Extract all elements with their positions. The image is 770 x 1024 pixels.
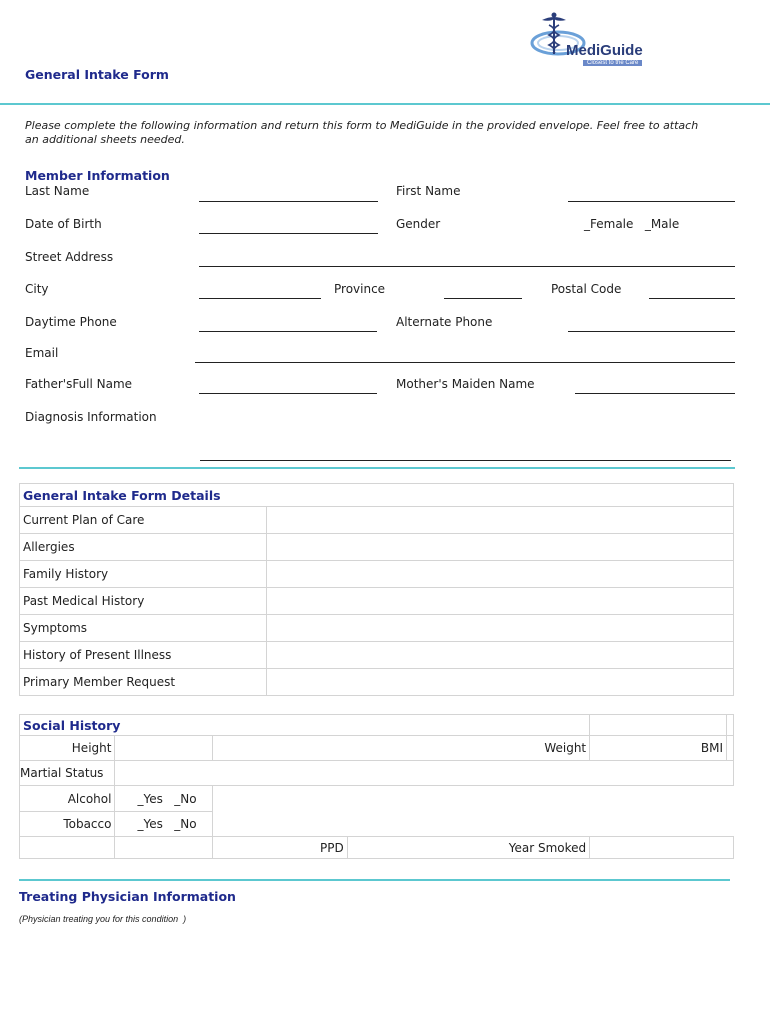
table-row: [20, 642, 734, 669]
bmi-input[interactable]: [727, 736, 734, 761]
table-row: [20, 669, 734, 696]
tobacco-yes[interactable]: _Yes: [137, 817, 163, 831]
marital-input[interactable]: [115, 761, 734, 786]
father-field[interactable]: [199, 393, 377, 394]
table-row: [20, 507, 734, 534]
street-label: Street Address: [25, 250, 114, 264]
row-input[interactable]: [267, 615, 734, 642]
row-label: Family History: [20, 561, 267, 588]
marital-label: Martial Status: [20, 761, 115, 786]
alt-phone-field[interactable]: [568, 331, 735, 332]
ppd-label: PPD: [212, 837, 347, 859]
table-row: [20, 534, 734, 561]
year-smoked-label: Year Smoked: [508, 840, 587, 855]
mediguide-logo: [528, 10, 653, 68]
table-row: [20, 588, 734, 615]
city-field[interactable]: [199, 298, 321, 299]
member-info-heading: Member Information: [25, 168, 170, 183]
gender-label: Gender: [396, 217, 441, 231]
mother-label: Mother's Maiden Name: [396, 377, 535, 391]
row-label: Past Medical History: [20, 588, 267, 615]
weight-label: Weight: [212, 736, 590, 761]
province-label: Province: [334, 282, 386, 296]
physician-heading: Treating Physician Information: [19, 889, 236, 904]
row-label: Current Plan of Care: [20, 507, 267, 534]
street-field[interactable]: [199, 266, 735, 267]
city-label: City: [25, 282, 49, 296]
table-row: [20, 615, 734, 642]
alcohol-no[interactable]: _No: [174, 791, 197, 806]
row-label: History of Present Illness: [20, 642, 267, 669]
table-row: [20, 561, 734, 588]
first-name-field[interactable]: [568, 201, 735, 202]
row-input[interactable]: [267, 561, 734, 588]
last-name-field[interactable]: [199, 201, 378, 202]
row-input[interactable]: [267, 669, 734, 696]
gender-options[interactable]: _Female _Male: [584, 217, 680, 231]
logo-name: MediGuide: [566, 42, 643, 59]
details-table: [19, 483, 734, 696]
alcohol-options[interactable]: [115, 786, 212, 812]
tobacco-no[interactable]: _No: [174, 817, 197, 831]
logo-tagline: Closest to the Care: [583, 60, 642, 66]
form-title: General Intake Form: [25, 67, 169, 82]
details-heading: General Intake Form Details: [20, 484, 734, 507]
email-field[interactable]: [195, 362, 735, 363]
postal-label: Postal Code: [551, 282, 622, 296]
tobacco-options[interactable]: [115, 812, 212, 837]
intro-text: Please complete the following information and return this form to MediGuide in the provided envelope. Feel free to attach an additional sheets needed.: [25, 119, 699, 146]
row-input[interactable]: [267, 507, 734, 534]
mother-field[interactable]: [575, 393, 735, 394]
row-input[interactable]: [267, 588, 734, 615]
social-heading: Social History: [20, 715, 590, 736]
social-history-table: [19, 714, 734, 859]
ppd-input[interactable]: [347, 837, 589, 859]
row-input[interactable]: [267, 642, 734, 669]
day-phone-label: Daytime Phone: [25, 315, 117, 329]
bmi-label: BMI: [700, 741, 723, 755]
province-field[interactable]: [444, 298, 522, 299]
row-label: Symptoms: [20, 615, 267, 642]
first-name-label: First Name: [396, 184, 461, 198]
divider: [0, 103, 770, 105]
alt-phone-label: Alternate Phone: [396, 315, 493, 329]
row-label: Primary Member Request: [20, 669, 267, 696]
year-smoked-input[interactable]: [590, 837, 734, 859]
height-label: Height: [20, 736, 115, 761]
alcohol-yes[interactable]: _Yes: [137, 791, 163, 806]
row-input[interactable]: [267, 534, 734, 561]
dob-label: Date of Birth: [25, 217, 102, 231]
diagnosis-field[interactable]: [200, 460, 731, 461]
alcohol-label: Alcohol: [20, 786, 115, 812]
diagnosis-label: Diagnosis Information: [25, 410, 157, 424]
day-phone-field[interactable]: [199, 331, 377, 332]
divider: [19, 467, 735, 469]
weight-input[interactable]: [590, 736, 727, 761]
tobacco-label: Tobacco: [20, 812, 115, 837]
postal-field[interactable]: [649, 298, 735, 299]
father-label: Father'sFull Name: [25, 377, 133, 391]
email-label: Email: [25, 346, 59, 360]
last-name-label: Last Name: [25, 184, 90, 198]
divider: [19, 879, 730, 881]
row-label: Allergies: [20, 534, 267, 561]
physician-note: (Physician treating you for this condition ): [19, 914, 187, 924]
dob-field[interactable]: [199, 233, 378, 234]
height-input[interactable]: [115, 736, 212, 761]
